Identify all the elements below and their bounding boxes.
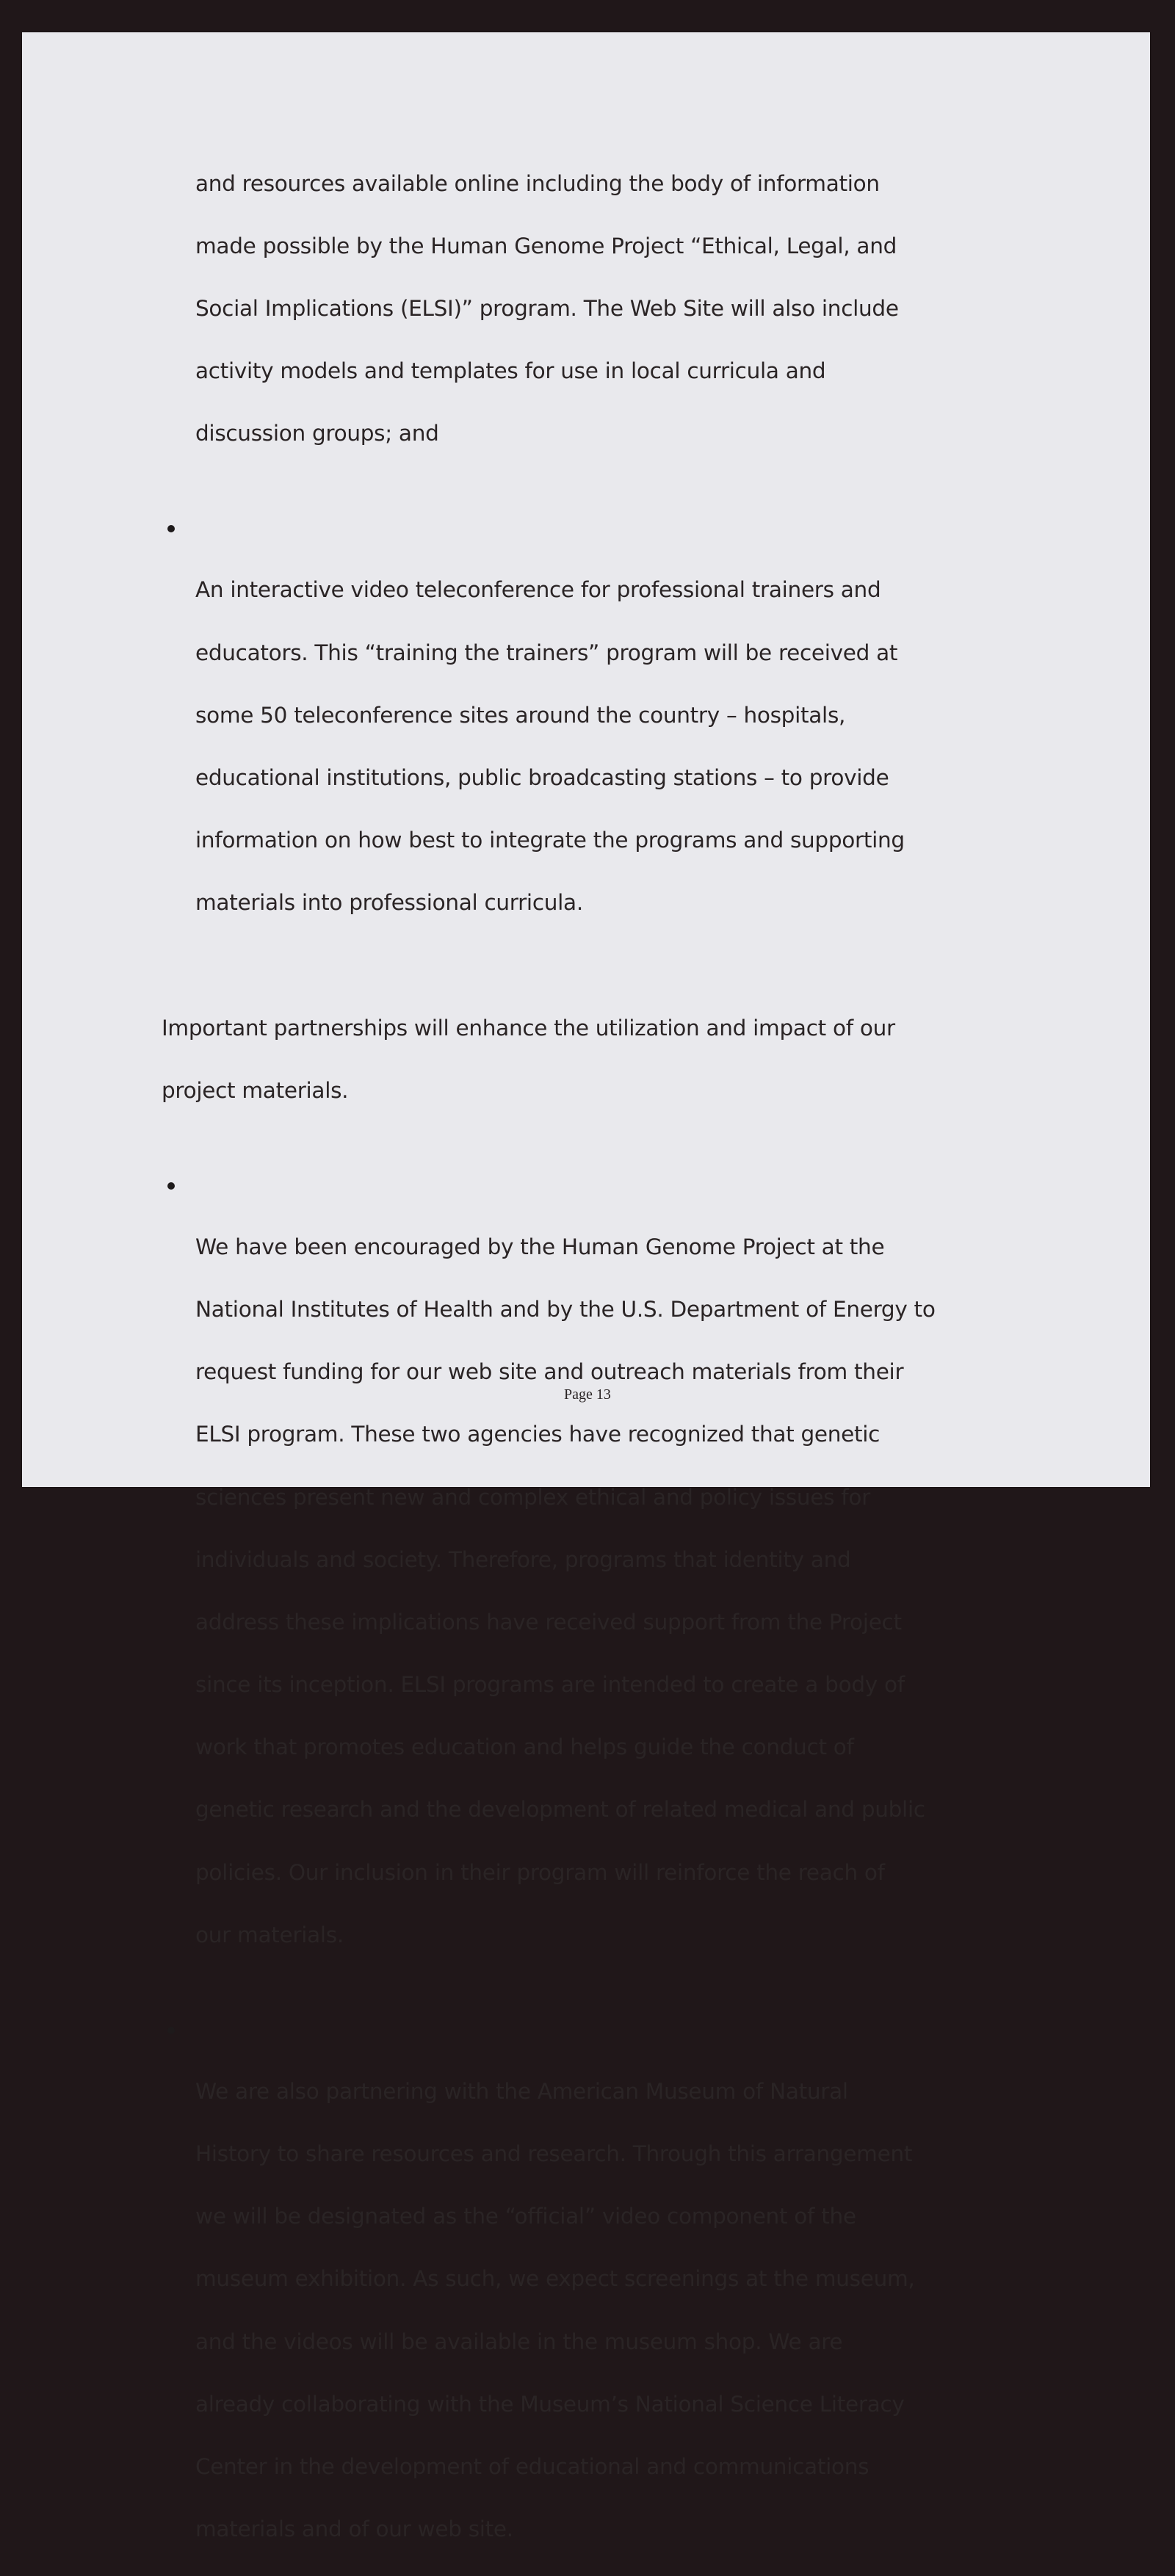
paragraph-gap — [162, 1137, 1006, 1169]
page-number: Page 13 — [564, 1386, 611, 1403]
text-line: educational institutions, public broadcasting stations – to provide — [195, 764, 889, 790]
text-line: sciences present new and complex ethical and policy issues for — [195, 1484, 870, 1510]
partnerships-intro-paragraph — [162, 981, 1006, 1137]
text-line: made possible by the Human Genome Project “Ethical, Legal, and — [195, 233, 897, 258]
text-line: address these implications have received support from the Project — [195, 1609, 902, 1635]
text-line: National Institutes of Health and by the U.S. Department of Energy to — [195, 1296, 936, 1322]
text-line: request funding for our web site and outreach materials from their — [195, 1359, 904, 1385]
text-line: educators. This “training the trainers” program will be received at — [195, 640, 898, 665]
text-line: and the videos will be available in the museum shop. We are — [195, 2329, 843, 2354]
text-line: materials and of our web site. — [195, 2517, 513, 2542]
text-line: our materials. — [195, 1922, 344, 1947]
text-line: museum exhibition. As such, we expect screenings at the museum, — [195, 2266, 915, 2292]
text-line: History to share resources and research. Through this arrangement — [195, 2141, 913, 2166]
text-line: information on how best to integrate the programs and supporting — [195, 828, 905, 853]
bullet-item-teleconference — [162, 512, 1006, 949]
text-line: some 50 teleconference sites around the country – hospitals, — [195, 702, 846, 728]
text-line: policies. Our inclusion in their program will reinforce the reach of — [195, 1859, 885, 1885]
bullet-item-human-genome-project — [162, 1169, 1006, 1982]
continued-paragraph — [195, 137, 1006, 481]
text-line: activity models and templates for use in local curricula and — [195, 358, 826, 384]
text-line: We are also partnering with the American Museum of Natural — [195, 2078, 848, 2104]
text-line: and resources available online including the body of information — [195, 170, 880, 196]
paragraph-gap — [162, 949, 1006, 981]
bullet-item-museum-partnership — [162, 2014, 1006, 2576]
paragraph-gap — [162, 481, 1006, 513]
text-line: genetic research and the development of related medical and public — [195, 1797, 925, 1823]
page-body — [162, 137, 1006, 2576]
bullet-dot-icon — [167, 525, 175, 532]
bullet-dot-icon — [167, 2027, 175, 2034]
text-line: discussion groups; and — [195, 421, 439, 446]
text-line: work that promotes education and helps guide the conduct of — [195, 1734, 854, 1760]
text-line: project materials. — [162, 1077, 349, 1103]
text-line: already collaborating with the Museum’s National Science Literacy — [195, 2391, 905, 2417]
text-line: since its inception. ELSI programs are intended to create a body of — [195, 1672, 905, 1698]
text-line: Important partnerships will enhance the utilization and impact of our — [162, 1015, 895, 1041]
text-line: individuals and society. Therefore, programs that identity and — [195, 1546, 851, 1572]
text-line: An interactive video teleconference for professional trainers and — [195, 577, 881, 603]
text-line: Social Implications (ELSI)” program. The Web Site will also include — [195, 295, 899, 321]
text-line: we will be designated as the “official” video component of the — [195, 2204, 856, 2229]
text-line: materials into professional curricula. — [195, 890, 583, 916]
text-line: Center in the development of educational and communications — [195, 2453, 870, 2479]
text-line: We have been encouraged by the Human Genome Project at the — [195, 1234, 885, 1259]
bullet-dot-icon — [167, 1182, 175, 1190]
paragraph-gap — [162, 1982, 1006, 2014]
text-line: ELSI program. These two agencies have recognized that genetic — [195, 1422, 881, 1447]
